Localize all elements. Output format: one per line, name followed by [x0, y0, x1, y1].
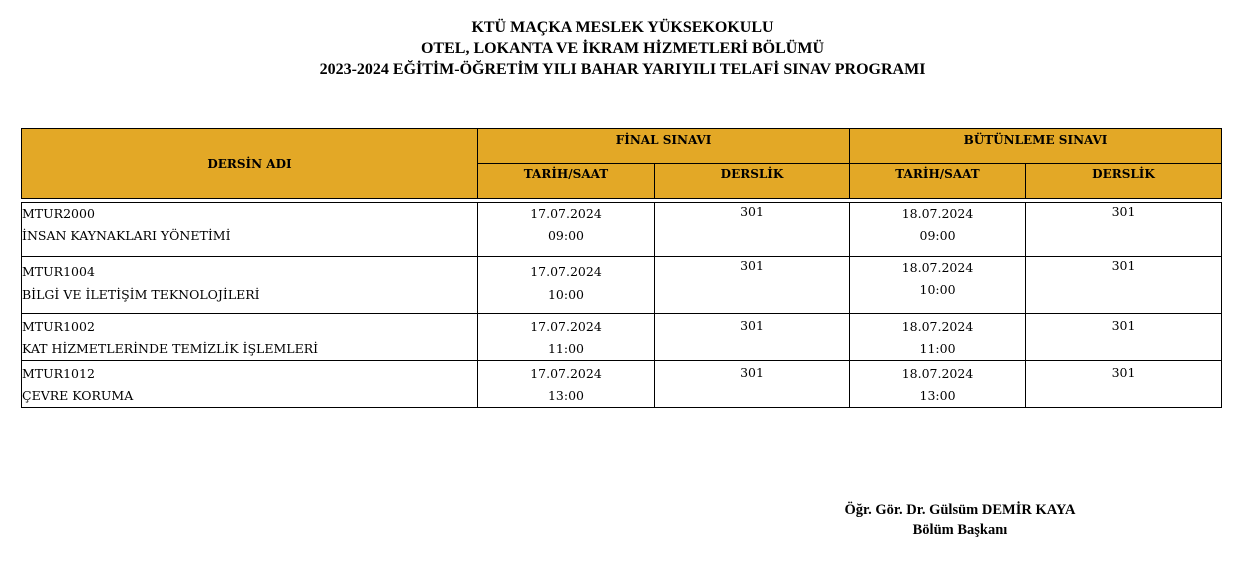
course-cell [22, 361, 478, 408]
makeup-datetime-cell [850, 361, 1026, 408]
column-group-makeup-exam: BÜTÜNLEME SINAVI [850, 129, 1222, 164]
makeup-datetime-cell [850, 203, 1026, 257]
final-time: 11:00 [547, 341, 585, 356]
column-header-final-datetime: TARİH/SAAT [478, 164, 655, 199]
final-date: 17.07.2024 [530, 319, 602, 334]
course-name: BİLGİ VE İLETİŞİM TEKNOLOJİLERİ [22, 287, 260, 302]
course-code: MTUR1004 [22, 264, 95, 279]
course-cell [22, 314, 478, 361]
final-time: 13:00 [547, 388, 585, 403]
header-line-school: KTÜ MAÇKA MESLEK YÜKSEKOKULU [471, 19, 774, 36]
final-date: 17.07.2024 [530, 264, 602, 279]
makeup-time: 13:00 [919, 388, 956, 403]
column-header-makeup-datetime: TARİH/SAAT [850, 164, 1026, 199]
final-room: 301 [655, 203, 850, 257]
course-name: İNSAN KAYNAKLARI YÖNETİMİ [22, 228, 231, 243]
final-room: 301 [655, 361, 850, 408]
final-room: 301 [655, 257, 850, 314]
course-code: MTUR1002 [22, 319, 95, 334]
final-datetime-cell [478, 203, 655, 257]
makeup-date: 18.07.2024 [901, 319, 974, 334]
course-cell [22, 257, 478, 314]
makeup-room: 301 [1026, 257, 1222, 314]
header-line-program-title: 2023-2024 EĞİTİM-ÖĞRETİM YILI BAHAR YARIYILI TELAFİ SINAV PROGRAMI [319, 61, 926, 78]
final-date: 17.07.2024 [530, 366, 602, 381]
table-row [22, 203, 1222, 257]
makeup-time: 11:00 [919, 341, 956, 356]
column-header-final-room: DERSLİK [655, 164, 850, 199]
final-datetime-cell [478, 314, 655, 361]
final-time: 09:00 [547, 228, 585, 243]
table-row [22, 314, 1222, 361]
signatory-title: Bölüm Başkanı [912, 522, 1008, 538]
column-header-makeup-room: DERSLİK [1026, 164, 1222, 199]
header-line-department: OTEL, LOKANTA VE İKRAM HİZMETLERİ BÖLÜMÜ [420, 40, 825, 57]
final-datetime-cell [478, 361, 655, 408]
makeup-date: 18.07.2024 [901, 206, 974, 221]
makeup-room: 301 [1026, 203, 1222, 257]
final-time: 10:00 [547, 287, 585, 302]
table-row [22, 361, 1222, 408]
course-name: KAT HİZMETLERİNDE TEMİZLİK İŞLEMLERİ [22, 341, 319, 356]
makeup-time: 10:00 [919, 282, 956, 297]
makeup-room: 301 [1026, 314, 1222, 361]
final-date: 17.07.2024 [530, 206, 602, 221]
column-header-course: DERSİN ADI [22, 129, 478, 199]
document-header [0, 17, 1245, 80]
signatory-name: Öğr. Gör. Dr. Gülsüm DEMİR KAYA [844, 502, 1076, 518]
table-row [22, 257, 1222, 314]
makeup-date: 18.07.2024 [901, 366, 974, 381]
final-datetime-cell [478, 257, 655, 314]
course-name: ÇEVRE KORUMA [22, 388, 134, 403]
makeup-date: 18.07.2024 [901, 260, 974, 275]
exam-schedule-table [21, 128, 1222, 408]
makeup-time: 09:00 [919, 228, 956, 243]
makeup-room: 301 [1026, 361, 1222, 408]
course-code: MTUR1012 [22, 366, 95, 381]
course-code: MTUR2000 [22, 206, 95, 221]
course-cell [22, 203, 478, 257]
makeup-datetime-cell [850, 314, 1026, 361]
final-room: 301 [655, 314, 850, 361]
column-group-final-exam: FİNAL SINAVI [478, 129, 850, 164]
makeup-datetime-cell [850, 257, 1026, 314]
signature-block [790, 500, 1130, 540]
